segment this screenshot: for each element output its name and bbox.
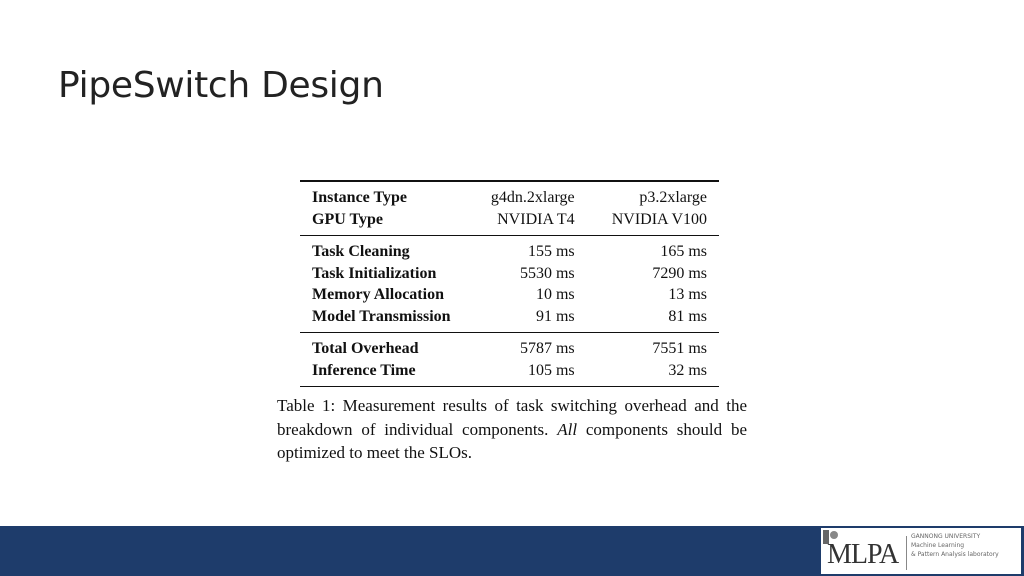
cell-g4dn: NVIDIA T4 — [497, 210, 575, 228]
table-row — [300, 263, 719, 285]
logo-subtitle — [911, 532, 999, 559]
logo-divider — [906, 536, 907, 570]
table-row — [300, 209, 719, 236]
cell-g4dn: 105 ms — [467, 360, 587, 387]
lab-logo — [821, 528, 1021, 574]
cell-g4dn: g4dn.2xlarge — [467, 181, 587, 209]
cell-p3: p3.2xlarge — [587, 181, 719, 209]
row-label: Total Overhead — [300, 333, 467, 360]
caption-text-end: components should be optimized to meet the SLOs. — [277, 419, 747, 462]
measurement-table — [300, 180, 719, 387]
logo-line1: Machine Learning — [911, 542, 965, 549]
caption-emphasis: All — [557, 419, 578, 439]
table-caption — [277, 394, 747, 465]
table-row — [300, 333, 719, 360]
caption-text: Table 1: Measurement results of task switching overhead and the breakdown of individual components. — [277, 396, 747, 439]
cell-p3: 32 ms — [587, 360, 719, 387]
table-row — [300, 306, 719, 333]
row-label: Memory Allocation — [312, 286, 444, 303]
row-label: GPU Type — [312, 210, 383, 228]
slide-title: PipeSwitch Design — [58, 65, 384, 106]
table-row — [300, 236, 719, 263]
row-label: Model Transmission — [312, 307, 451, 325]
row-label: Task Initialization — [312, 264, 437, 282]
cell-p3: 13 ms — [668, 286, 707, 303]
row-label: Task Cleaning — [300, 236, 467, 263]
table-row — [300, 284, 719, 306]
cell-g4dn: 5787 ms — [467, 333, 587, 360]
row-label: Instance Type — [300, 181, 467, 209]
cell-p3: 165 ms — [587, 236, 719, 263]
cell-g4dn: 5530 ms — [519, 264, 575, 282]
table-row — [300, 181, 719, 209]
logo-name: MLPA — [827, 539, 899, 570]
cell-g4dn: 155 ms — [467, 236, 587, 263]
cell-p3: 7551 ms — [587, 333, 719, 360]
cell-p3: NVIDIA V100 — [611, 210, 707, 228]
cell-g4dn: 91 ms — [535, 307, 575, 325]
cell-g4dn: 10 ms — [535, 286, 575, 303]
logo-university: GANNONG UNIVERSITY — [911, 533, 981, 540]
table-row — [300, 360, 719, 387]
row-label: Inference Time — [300, 360, 467, 387]
cell-p3: 7290 ms — [652, 264, 707, 282]
logo-line2: & Pattern Analysis laboratory — [911, 551, 999, 558]
cell-p3: 81 ms — [668, 307, 707, 325]
